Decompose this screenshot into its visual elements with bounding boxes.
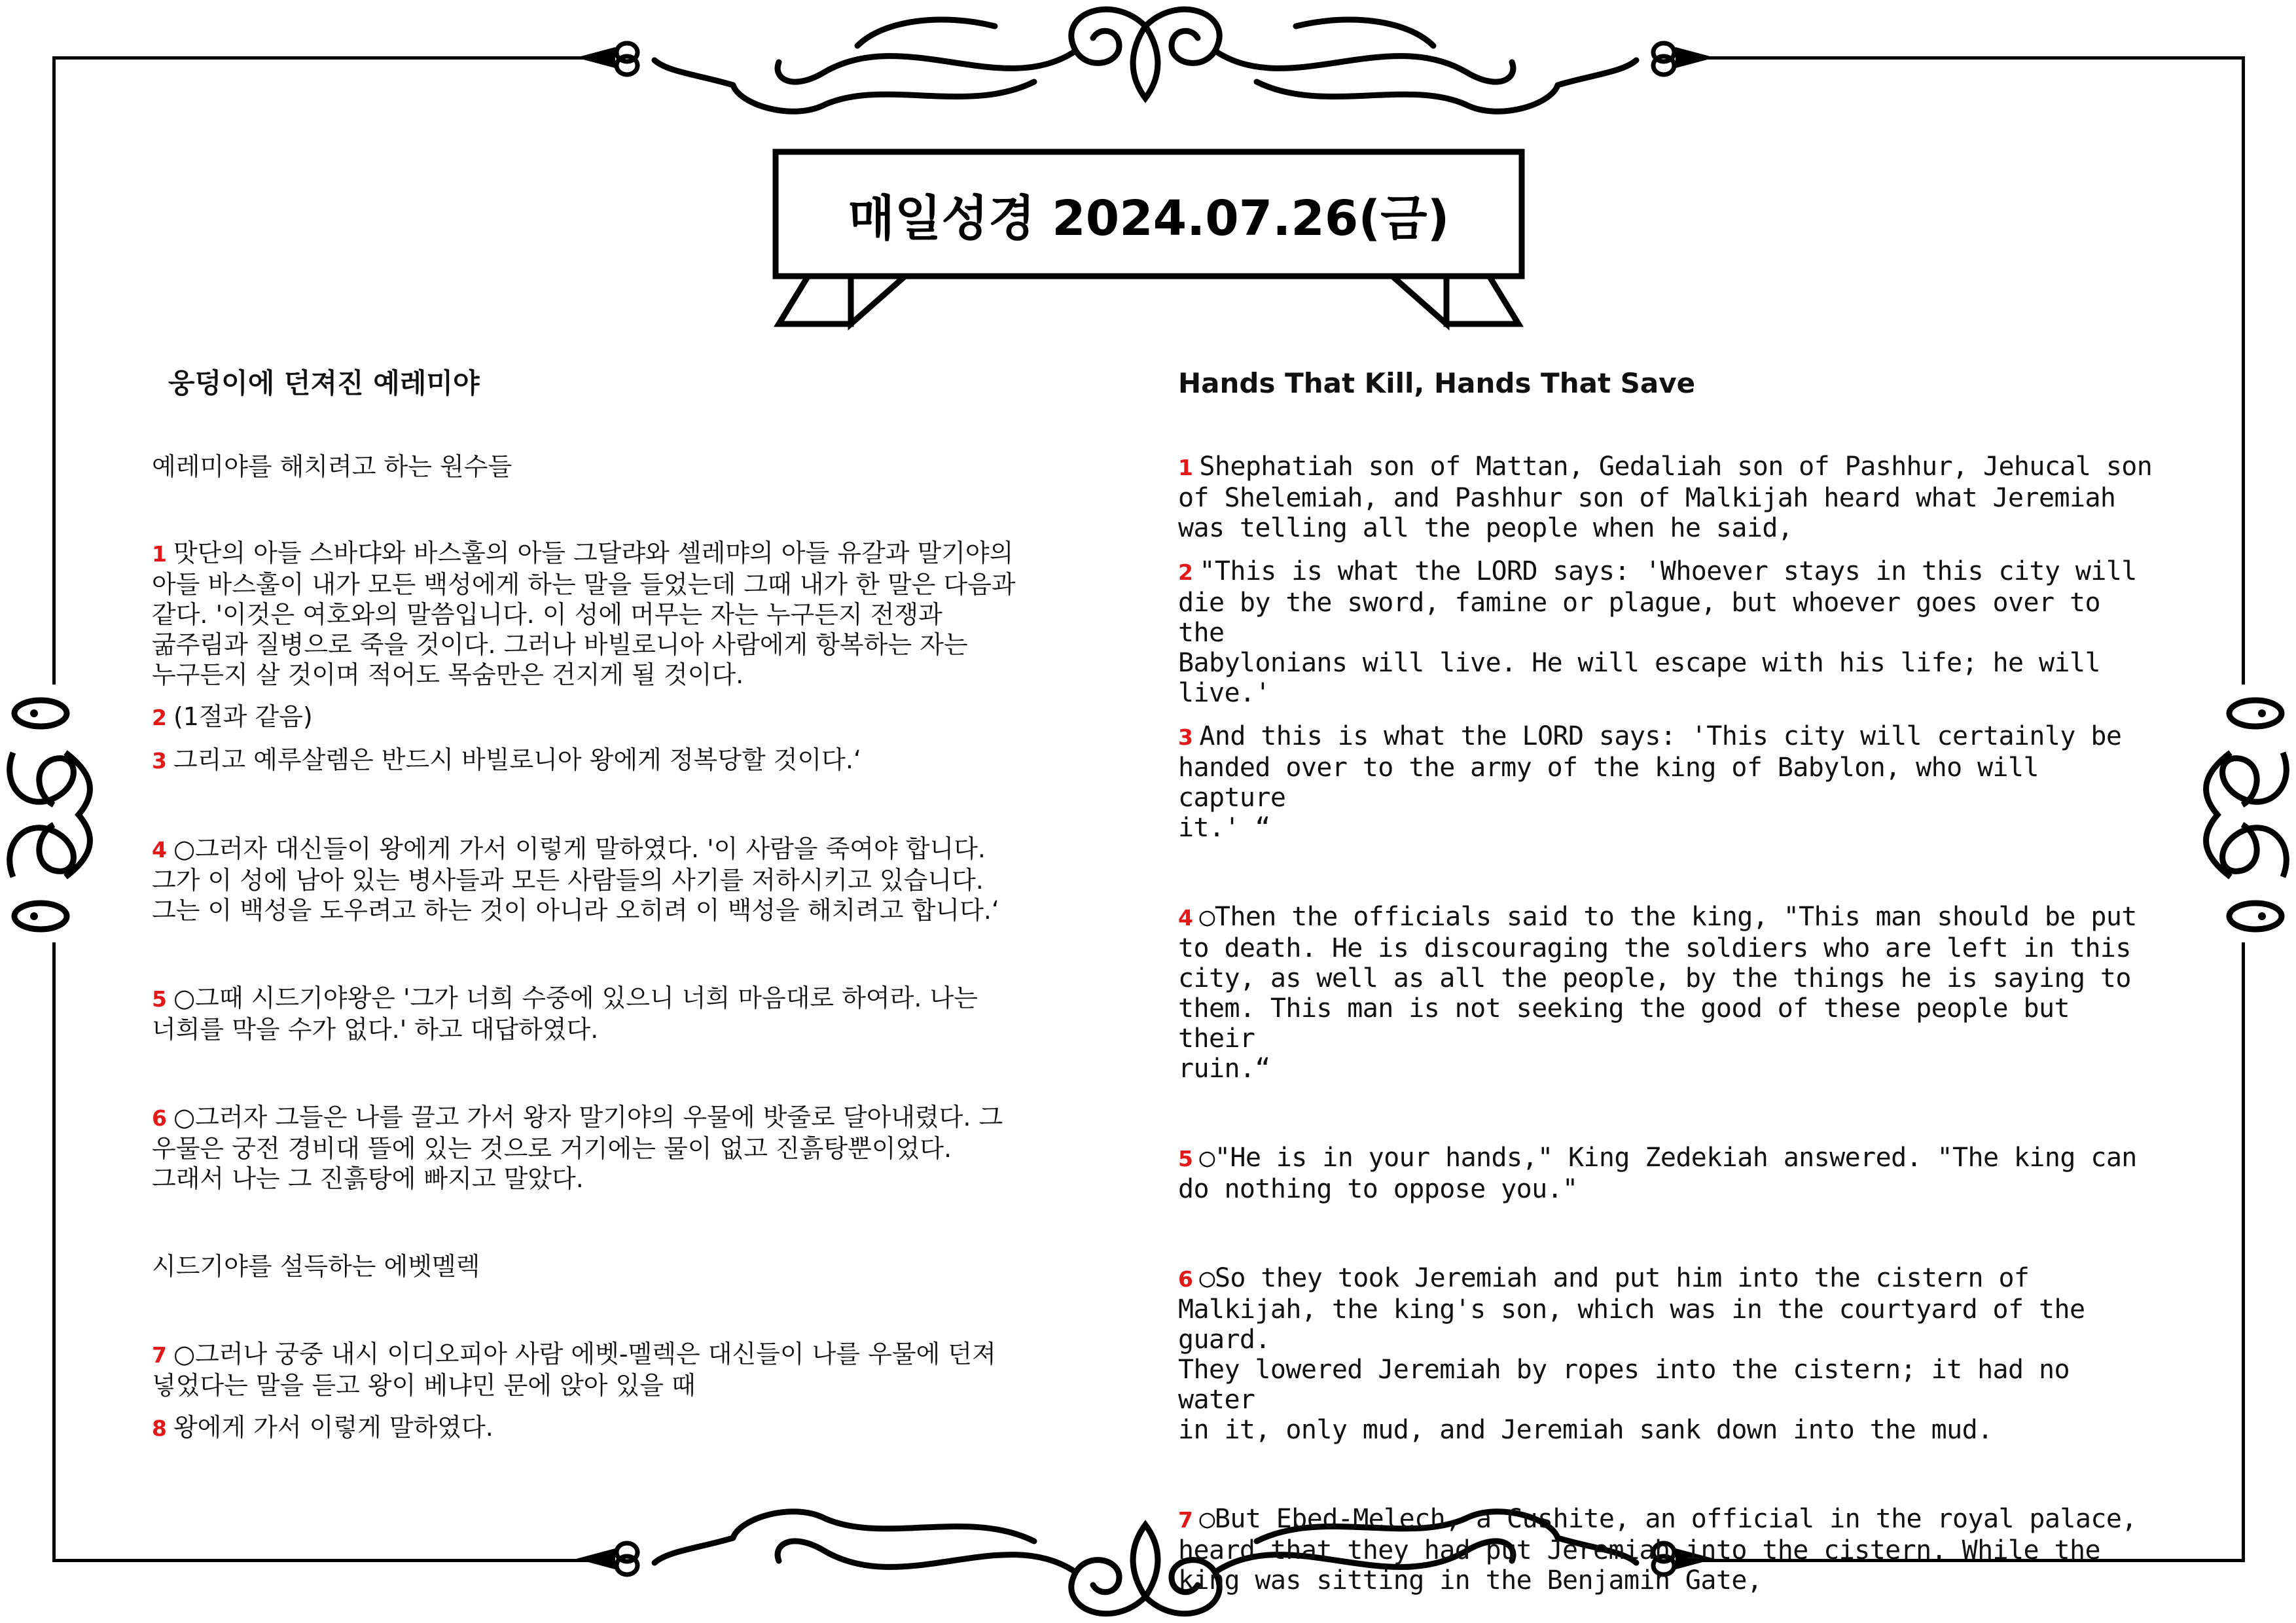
- verse-number: 6: [152, 1105, 167, 1131]
- verse-line: 그가 이 성에 남아 있는 병사들과 모든 사람들의 사기를 저하시키고 있습니다.: [152, 866, 984, 895]
- korean-verse-8: [152, 1412, 1134, 1444]
- korean-heading-enemies: 예레미야를 해치려고 하는 원수들: [152, 452, 512, 481]
- verse-line: ○So they took Jeremiah and put him into the cistern of: [1199, 1263, 2030, 1293]
- verse-line: 아들 바스훌이 내가 모든 백성에게 하는 말을 들었는데 그때 내가 한 말은 다음과: [152, 570, 1016, 599]
- verse-number: 3: [152, 748, 167, 774]
- verse-line: was telling all the people when he said,: [1178, 513, 1793, 543]
- verse-line: city, as well as all the people, by the things he is saying to: [1178, 963, 2131, 993]
- verse-line: ○그러자 대신들이 왕에게 가서 이렇게 말하였다. '이 사람을 죽여야 합니다.: [173, 834, 986, 863]
- frame-top-right-line: [1702, 56, 2245, 60]
- verse-line: heard that they had put Jeremiah into the cistern. While the: [1178, 1535, 2100, 1565]
- verse-line: die by the sword, famine or plague, but whoever goes over to the: [1178, 588, 2100, 648]
- english-verse-2: [1178, 556, 2153, 708]
- frame-left-top-line: [52, 56, 56, 685]
- verse-line: Babylonians will live. He will escape with his life; he will: [1178, 648, 2100, 678]
- verse-line: to death. He is discouraging the soldiers who are left in this: [1178, 933, 2131, 963]
- verse-line: 우물은 궁전 경비대 뜰에 있는 것으로 거기에는 물이 없고 진흙탕뿐이었다.: [152, 1134, 952, 1163]
- verse-number: 7: [152, 1342, 167, 1368]
- verse-line: of Shelemiah, and Pashhur son of Malkijah heard what Jeremiah: [1178, 483, 2116, 513]
- verse-line: ○But Ebed-Melech, a Cushite, an official in the royal palace,: [1199, 1504, 2137, 1534]
- verse-line: 왕에게 가서 이렇게 말하였다.: [173, 1413, 493, 1442]
- english-verse-4: [1178, 902, 2153, 1084]
- verse-line: 굶주림과 질병으로 죽을 것이다. 그러나 바빌로니아 사람에게 항복하는 자는: [152, 630, 968, 659]
- english-verse-1: [1178, 452, 2153, 543]
- english-verse-7: [1178, 1504, 2153, 1596]
- frame-top-left-line: [52, 56, 589, 60]
- english-column: [1178, 366, 2153, 1596]
- verse-line: in it, only mud, and Jeremiah sank down into the mud.: [1178, 1415, 1993, 1445]
- verse-line: 그래서 나는 그 진흙탕에 빠지고 말았다.: [152, 1164, 584, 1193]
- verse-number: 4: [1178, 905, 1193, 931]
- verse-line: 너희를 막을 수가 없다.' 하고 대답하였다.: [152, 1015, 599, 1044]
- verse-line: ○Then the officials said to the king, "This man should be put: [1199, 902, 2137, 932]
- verse-line: They lowered Jeremiah by ropes into the cistern; it had no water: [1178, 1355, 2070, 1415]
- verse-line: 그리고 예루살렘은 반드시 바빌로니아 왕에게 정복당할 것이다.‘: [173, 745, 862, 774]
- verse-number: 2: [1178, 560, 1193, 585]
- english-section-title: Hands That Kill, Hands That Save: [1178, 367, 1696, 399]
- verse-number: 7: [1178, 1507, 1193, 1533]
- verse-line: (1절과 같음): [173, 702, 313, 731]
- frame-left-bottom-line: [52, 942, 56, 1562]
- english-verse-5: [1178, 1143, 2153, 1204]
- verse-line: do nothing to oppose you.": [1178, 1174, 1578, 1204]
- verse-line: 그는 이 백성을 도우려고 하는 것이 아니라 오히려 이 백성을 해치려고 합니다.‘: [152, 896, 999, 925]
- verse-line: handed over to the army of the king of Babylon, who will capture: [1178, 753, 2039, 813]
- korean-verse-4: [152, 834, 1134, 925]
- verse-line: ○그때 시드기야왕은 '그가 너희 수중에 있으니 너희 마음대로 하여라. 나는: [173, 984, 978, 1012]
- verse-number: 2: [152, 705, 167, 730]
- frame-bottom-left-line: [52, 1559, 589, 1562]
- verse-number: 5: [152, 986, 167, 1012]
- verse-line: it.' “: [1178, 813, 1270, 843]
- verse-number: 8: [152, 1416, 167, 1441]
- korean-verse-2: [152, 702, 1134, 733]
- verse-number: 3: [1178, 724, 1193, 750]
- frame-right-bottom-line: [2242, 942, 2245, 1562]
- banner-title: 매일성경 2024.07.26(금): [848, 190, 1450, 247]
- korean-verse-6: [152, 1102, 1134, 1194]
- verse-number: 6: [1178, 1266, 1193, 1292]
- left-side-ornament: [0, 681, 111, 949]
- verse-line: Malkijah, the king's son, which was in the courtyard of the guard.: [1178, 1294, 2085, 1355]
- english-verse-6: [1178, 1263, 2153, 1445]
- verse-line: them. This man is not seeking the good of these people but their: [1178, 993, 2070, 1054]
- verse-line: ○"He is in your hands," King Zedekiah answered. "The king can: [1199, 1143, 2137, 1173]
- korean-verse-3: [152, 745, 1134, 776]
- verse-line: Shephatiah son of Mattan, Gedaliah son of Pashhur, Jehucal son: [1199, 452, 2153, 482]
- top-scroll-ornament: [576, 0, 1715, 141]
- korean-verse-1: [152, 538, 1134, 690]
- frame-right-top-line: [2242, 56, 2245, 685]
- verse-line: ○그러나 궁중 내시 이디오피아 사람 에벳-멜렉은 대신들이 나를 우물에 던져: [173, 1340, 996, 1368]
- korean-column: [152, 366, 1134, 1444]
- verse-line: ruin.“: [1178, 1054, 1270, 1084]
- verse-line: 넣었다는 말을 듣고 왕이 베냐민 문에 앉아 있을 때: [152, 1371, 696, 1400]
- verse-line: "This is what the LORD says: 'Whoever stays in this city will: [1199, 556, 2137, 586]
- verse-line: ○그러자 그들은 나를 끌고 가서 왕자 말기야의 우물에 밧줄로 달아내렸다. 그: [173, 1103, 1003, 1132]
- verse-line: 같다. '이것은 여호와의 말씀입니다. 이 성에 머무는 자는 누구든지 전쟁과: [152, 600, 942, 629]
- verse-line: king was sitting in the Benjamin Gate,: [1178, 1565, 1763, 1596]
- verse-number: 5: [1178, 1146, 1193, 1171]
- english-verse-3: [1178, 721, 2153, 843]
- verse-line: 누구든지 살 것이며 적어도 목숨만은 건지게 될 것이다.: [152, 660, 744, 689]
- korean-verse-7: [152, 1339, 1134, 1400]
- korean-heading-ebedmelech: 시드기야를 설득하는 에벳멜렉: [152, 1252, 480, 1281]
- verse-number: 4: [152, 837, 167, 863]
- right-side-ornament: [2185, 681, 2296, 949]
- verse-line: And this is what the LORD says: 'This city will certainly be: [1199, 721, 2122, 751]
- korean-verse-5: [152, 983, 1134, 1044]
- verse-number: 1: [152, 541, 167, 567]
- verse-number: 1: [1178, 455, 1193, 480]
- korean-section-title: 웅덩이에 던져진 예레미야: [168, 367, 480, 399]
- verse-line: live.': [1178, 678, 1270, 708]
- verse-line: 맛단의 아들 스바댜와 바스훌의 아들 그달랴와 셀레먀의 아들 유갈과 말기야의: [173, 539, 1014, 567]
